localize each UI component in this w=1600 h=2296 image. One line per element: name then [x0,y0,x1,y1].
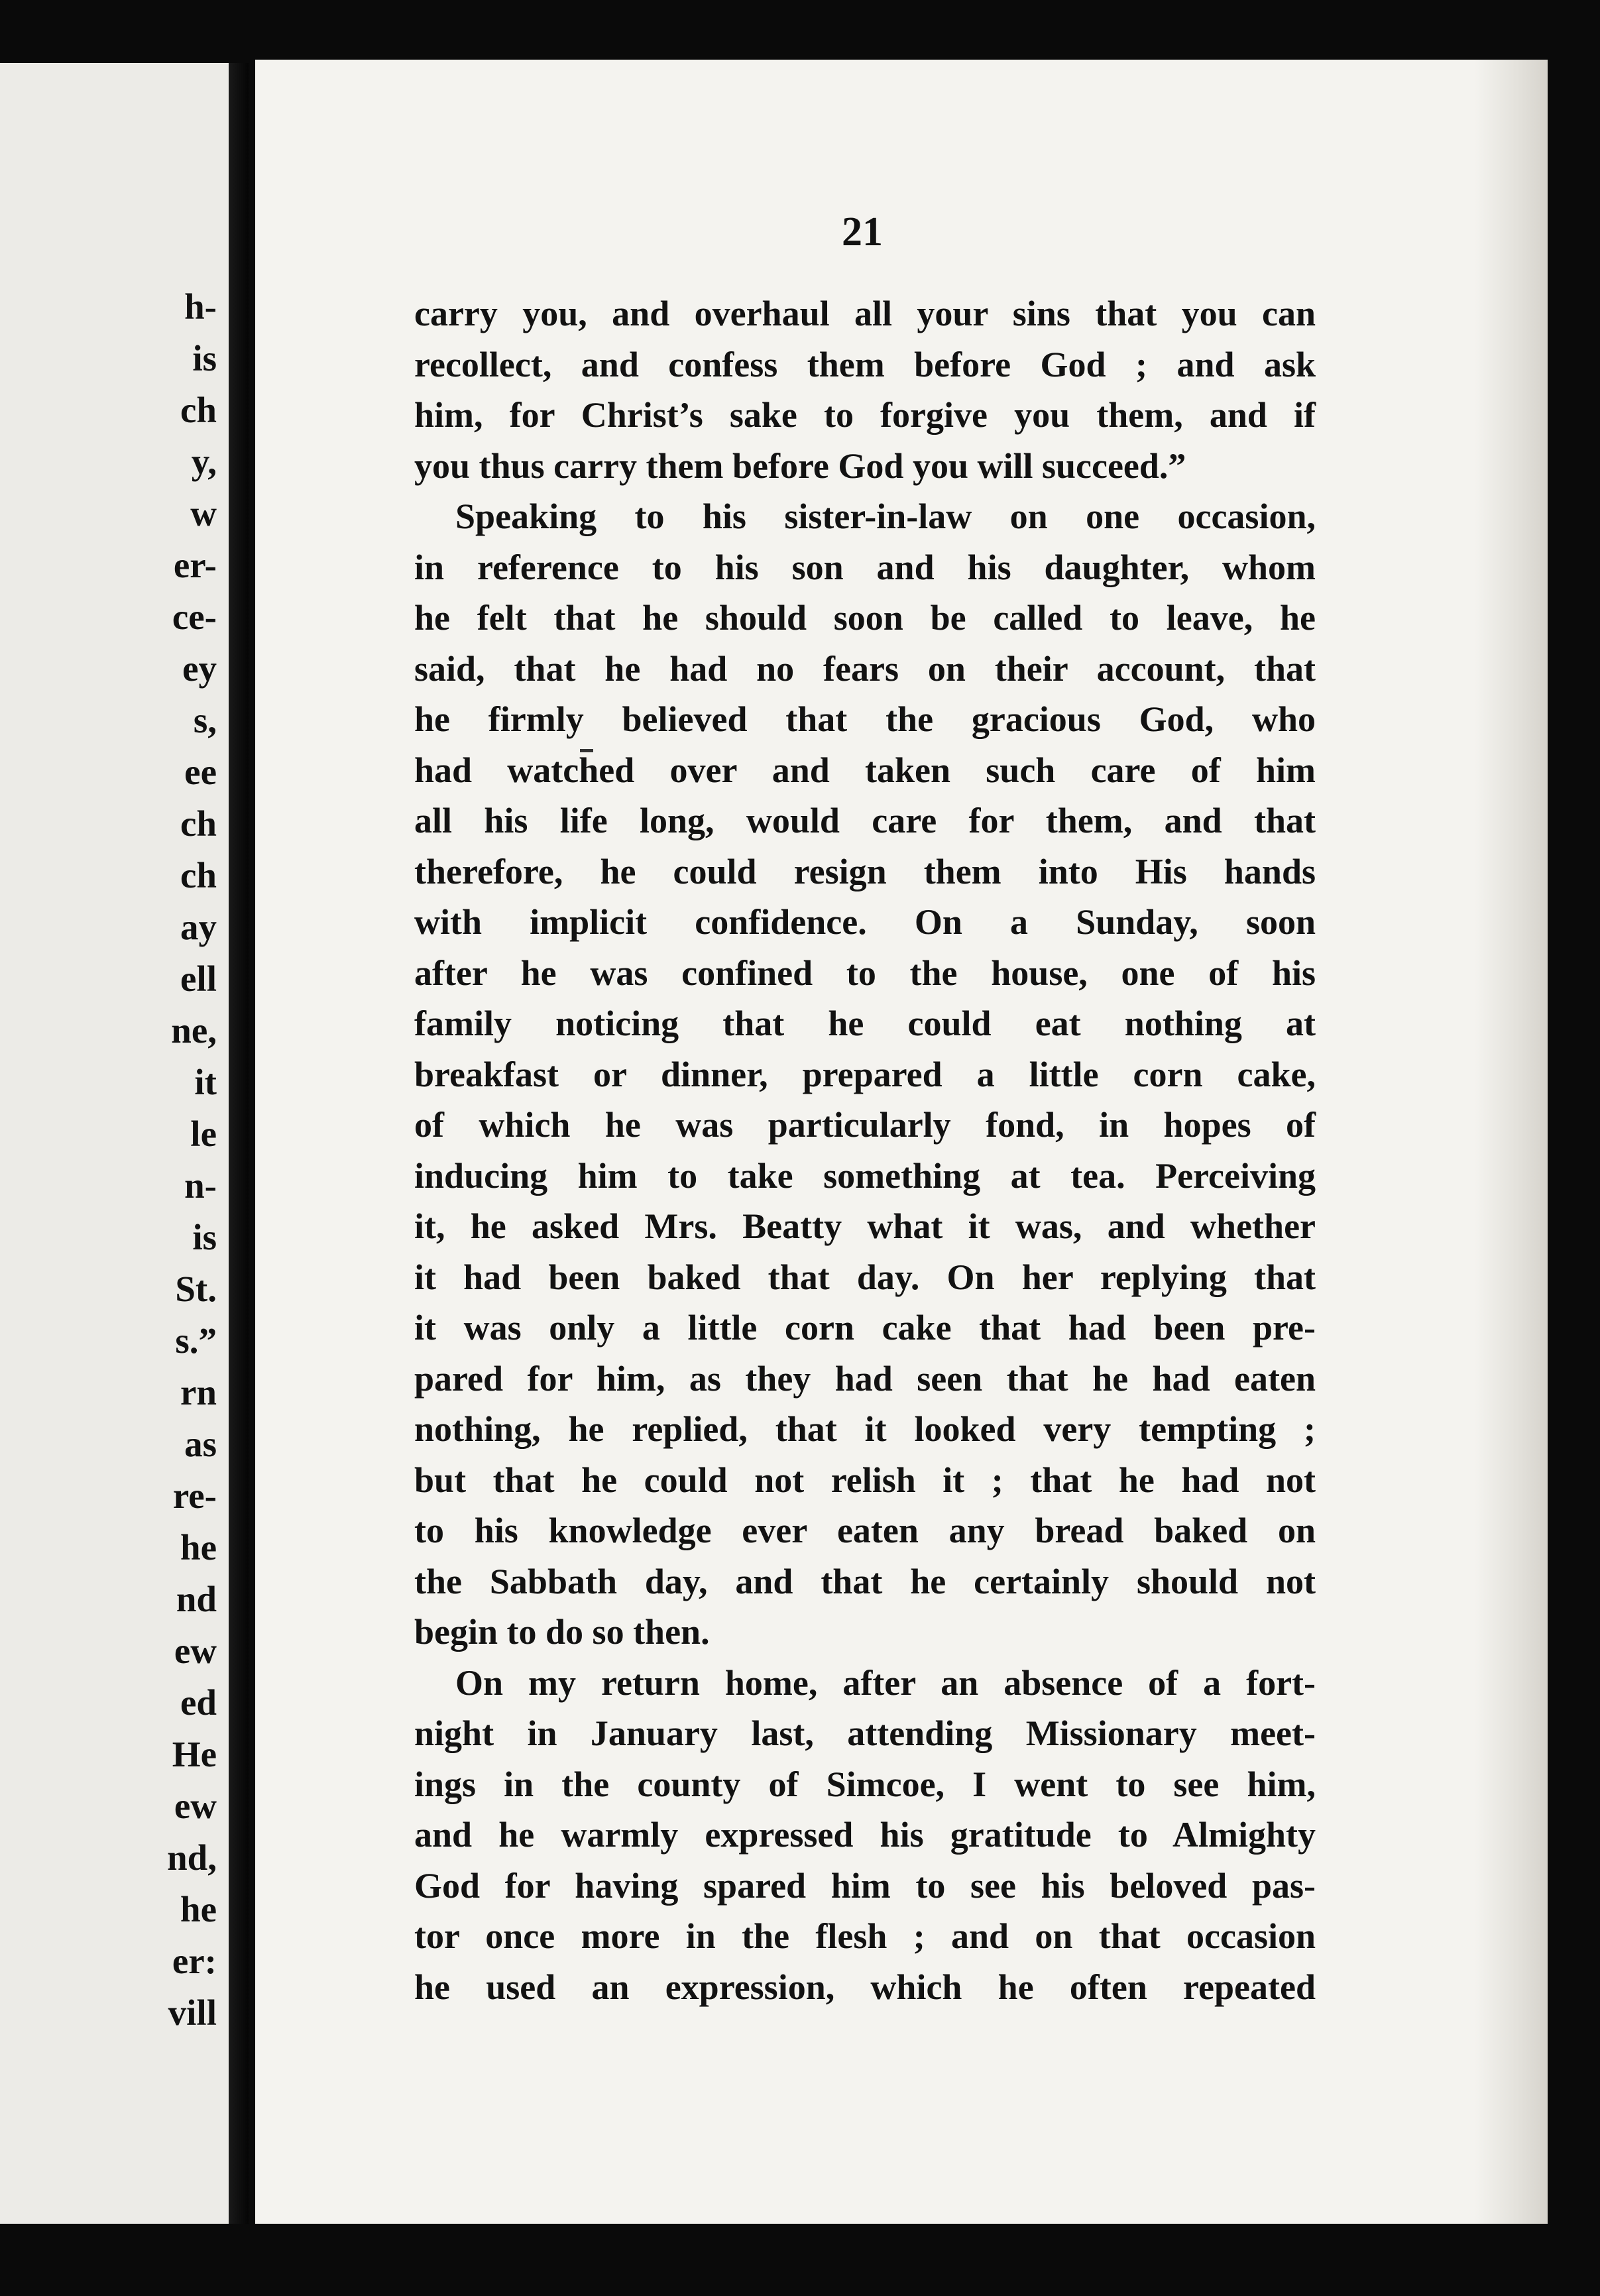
left-page-fragment: is [192,1217,217,1257]
left-page-fragment: ee [184,752,217,792]
text-line: him, for Christ’s sake to forgive you them, and if [414,395,1316,435]
text-line: he firmly believed that the gracious God, who [414,699,1316,739]
left-page-fragment: ell [180,958,217,999]
left-page-fragment: he [180,1527,217,1568]
text-line: recollect, and confess them before God ; and ask [414,344,1316,384]
body-text [414,288,1316,2012]
left-page-fragment: ew [174,1786,217,1826]
text-line: carry you, and overhaul all your sins that you can [414,294,1316,333]
text-line: tor once more in the flesh ; and on that occasion [414,1916,1316,1956]
left-page-fragment: rn [180,1372,217,1412]
left-page-fragment: is [192,338,217,378]
text-line: had watched over and taken such care of him [414,750,1316,790]
paragraph-first-line: Speaking to his sister-in-law on one occasion, [455,496,1316,536]
left-page-fragment: ch [180,803,217,844]
left-page-fragment: er- [173,545,217,585]
left-page-fragment: he [180,1889,217,1929]
paragraph-first-line: On my return home, after an absence of a fort- [455,1662,1316,1703]
text-line: in reference to his son and his daughter, whom [414,547,1316,587]
text-line: pared for him, as they had seen that he had eaten [414,1358,1316,1399]
text-line: it, he asked Mrs. Beatty what it was, and whether [414,1206,1316,1246]
text-line: begin to do so then. [414,1612,710,1652]
left-page-fragment: s, [193,700,217,740]
left-page-fragment: w [190,493,217,534]
left-page-fragment: ch [180,390,217,430]
text-line: breakfast or dinner, prepared a little corn cake, [414,1054,1316,1094]
text-line: family noticing that he could eat nothing at [414,1004,1316,1043]
text-line: said, that he had no fears on their account, that [414,648,1316,689]
text-line: of which he was particularly fond, in hopes of [414,1105,1316,1145]
left-page-fragment: s.” [175,1320,217,1361]
left-page-fragment: ey [182,648,217,689]
right-page [255,60,1548,2224]
text-line: with implicit confidence. On a Sunday, soon [414,902,1316,942]
page-edge-shading [1475,60,1548,2224]
left-page-fragment: ce- [172,597,217,637]
text-line: he used an expression, which he often repeated [414,1967,1316,2007]
book-gutter [229,63,249,2224]
text-line: all his life long, would care for them, and that [414,801,1316,840]
left-page [0,63,229,2224]
left-page-fragment: ay [180,907,217,947]
left-page-fragment: St. [175,1269,217,1309]
left-page-fragment: ne, [171,1010,217,1051]
text-line: therefore, he could resign them into His hands [414,851,1316,891]
left-page-fragment: y, [191,441,217,482]
text-line: it had been baked that day. On her replying that [414,1257,1316,1297]
text-line: and he warmly expressed his gratitude to Almighty [414,1815,1316,1855]
left-page-fragment: re- [172,1475,217,1516]
left-page-fragment: it [194,1062,217,1102]
left-page-fragment: n- [184,1165,217,1206]
text-line: the Sabbath day, and that he certainly should not [414,1561,1316,1601]
left-page-fragment: ed [180,1682,217,1723]
text-line: God for having spared him to see his beloved pas- [414,1865,1316,1906]
left-page-fragment: as [184,1424,217,1464]
text-line: it was only a little corn cake that had been pre- [414,1308,1316,1348]
text-line: night in January last, attending Missionary meet- [414,1713,1316,1753]
text-line: nothing, he replied, that it looked very tempting ; [414,1409,1316,1449]
left-page-fragment: h- [184,286,217,327]
text-line: to his knowledge ever eaten any bread baked on [414,1511,1316,1550]
left-page-fragment: He [172,1734,217,1774]
text-line: inducing him to take something at tea. Perceiving [414,1155,1316,1196]
left-page-fragment: ch [180,855,217,895]
text-line: he felt that he should soon be called to leave, he [414,598,1316,638]
text-line: after he was confined to the house, one of his [414,952,1316,993]
text-line: ings in the county of Simcoe, I went to see him, [414,1764,1316,1804]
left-page-fragment: le [190,1114,217,1154]
left-page-fragment: ew [174,1631,217,1671]
text-line: but that he could not relish it ; that he had not [414,1460,1316,1500]
left-page-fragment: vill [168,1992,217,2033]
left-page-fragment: er: [172,1941,217,1981]
page-number: 21 [842,209,883,255]
left-page-fragment: nd, [167,1837,217,1878]
left-page-fragment: nd [176,1579,217,1619]
text-line: you thus carry them before God you will succeed.” [414,445,1186,486]
